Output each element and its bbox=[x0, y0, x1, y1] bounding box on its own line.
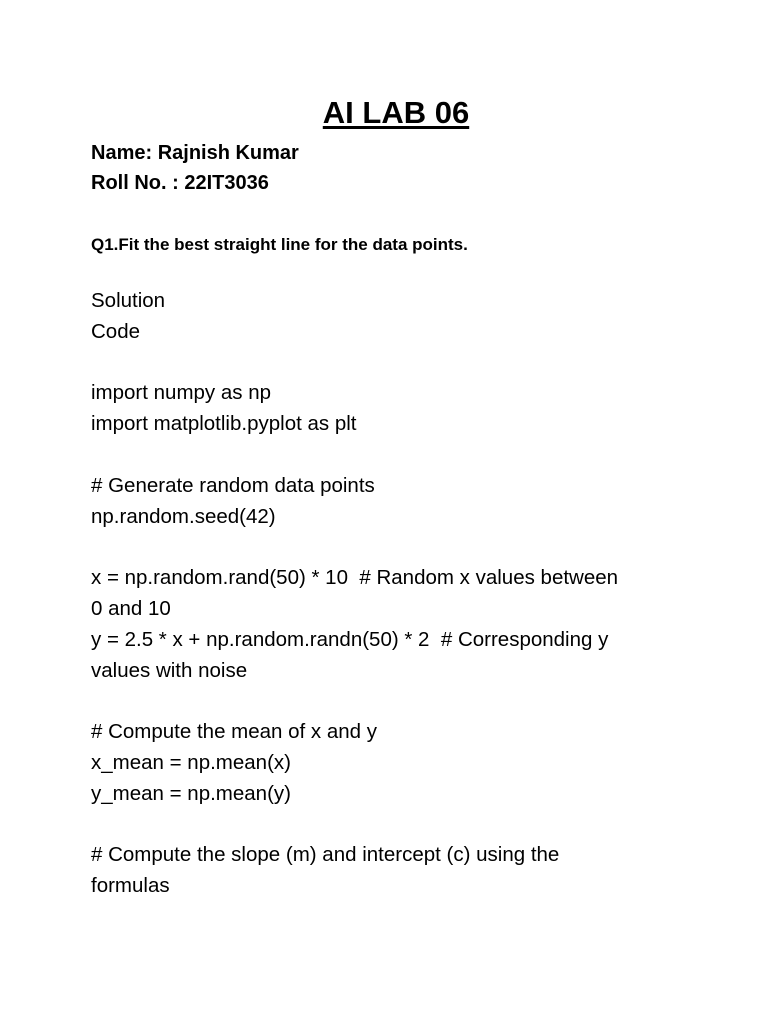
solution-body bbox=[91, 286, 691, 902]
code-line: x = np.random.rand(50) * 10 # Random x values between bbox=[91, 566, 619, 590]
roll-number: Roll No. : 22IT3036 bbox=[91, 172, 269, 194]
code-comment: # Compute the slope (m) and intercept (c) using the bbox=[91, 843, 560, 867]
code-line: y_mean = np.mean(y) bbox=[91, 781, 291, 805]
code-comment: formulas bbox=[91, 874, 170, 898]
code-line: values with noise bbox=[91, 658, 248, 682]
code-line: import matplotlib.pyplot as plt bbox=[91, 412, 357, 436]
blank-line bbox=[91, 440, 691, 471]
student-info bbox=[91, 138, 299, 198]
blank-line bbox=[91, 686, 691, 717]
code-label: Code bbox=[91, 319, 141, 343]
blank-line bbox=[91, 810, 691, 841]
blank-line bbox=[91, 348, 691, 379]
code-line: 0 and 10 bbox=[91, 596, 171, 620]
code-line: import numpy as np bbox=[91, 381, 272, 405]
blank-line bbox=[91, 532, 691, 563]
code-line: np.random.seed(42) bbox=[91, 504, 276, 528]
solution-label: Solution bbox=[91, 289, 166, 312]
question-heading: Q1.Fit the best straight line for the data points. bbox=[91, 235, 468, 254]
document-title: AI LAB 06 bbox=[322, 95, 470, 130]
code-line: x_mean = np.mean(x) bbox=[91, 750, 291, 774]
code-comment: # Generate random data points bbox=[91, 473, 375, 497]
code-line: y = 2.5 * x + np.random.randn(50) * 2 # Corresponding y bbox=[91, 627, 609, 651]
code-comment: # Compute the mean of x and y bbox=[91, 720, 378, 744]
student-name: Name: Rajnish Kumar bbox=[91, 142, 299, 164]
